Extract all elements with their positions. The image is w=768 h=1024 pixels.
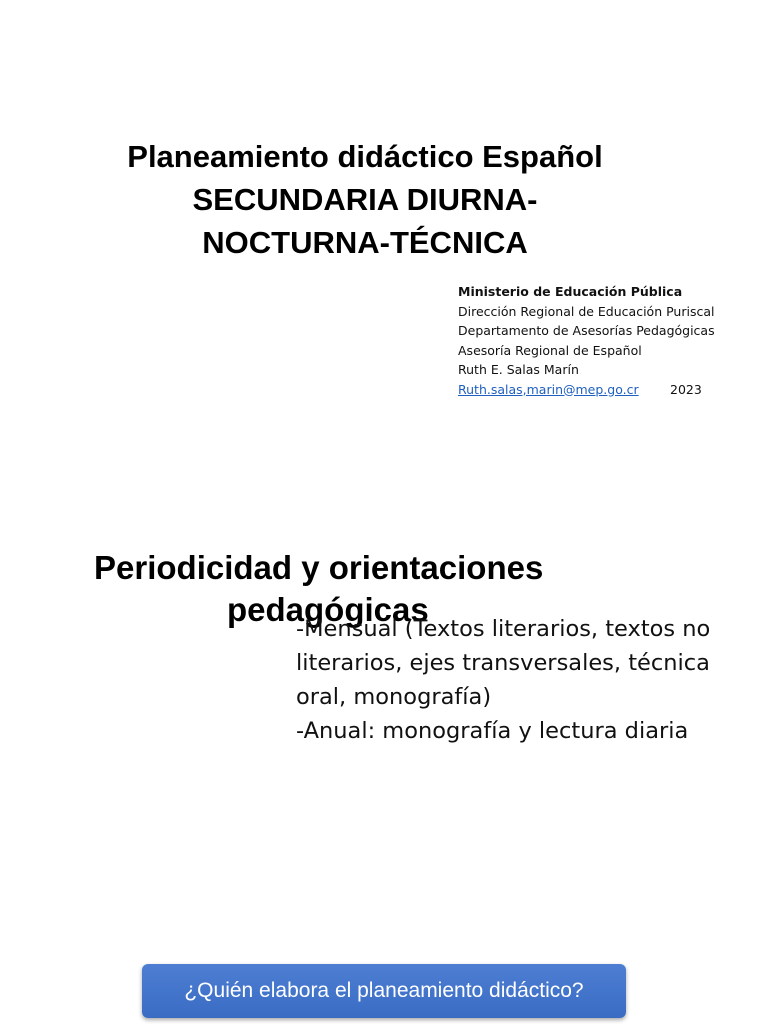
title-line-2: SECUNDARIA DIURNA- xyxy=(192,181,538,217)
bullet-list xyxy=(296,612,746,748)
email-link[interactable]: Ruth.salas,marin@mep.go.cr xyxy=(458,381,639,397)
credits-block xyxy=(458,282,758,399)
question-button[interactable]: ¿Quién elabora el planeamiento didáctico? xyxy=(142,964,626,1018)
credits-advisory: Asesoría Regional de Español xyxy=(458,342,642,358)
bullet-item-monthly: -Mensual (Textos literarios, textos no literarios, ejes transversales, técnica oral, monografía) xyxy=(296,616,711,710)
title-line-1: Planeamiento didáctico Español xyxy=(127,138,603,174)
credits-department: Departamento de Asesorías Pedagógicas xyxy=(458,323,715,338)
credits-organization: Ministerio de Educación Pública xyxy=(458,284,683,299)
credits-author: Ruth E. Salas Marín xyxy=(458,362,579,377)
credits-email-row xyxy=(458,380,758,400)
bullet-item-annual: -Anual: monografía y lectura diaria xyxy=(296,718,689,744)
credits-direction: Dirección Regional de Educación Puriscal xyxy=(458,303,715,319)
credits-year: 2023 xyxy=(670,381,702,397)
section-heading-line-2: pedagógicas xyxy=(227,591,429,629)
document-title xyxy=(70,135,660,264)
section-heading-line-1: Periodicidad y orientaciones xyxy=(94,549,544,587)
title-line-3: NOCTURNA-TÉCNICA xyxy=(202,224,528,260)
